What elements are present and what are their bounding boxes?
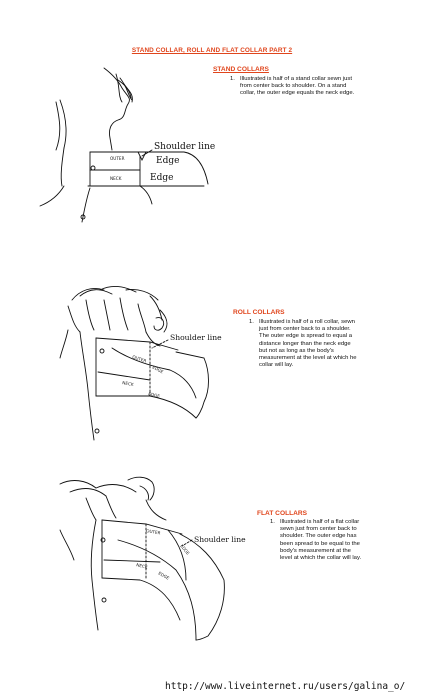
roll-outer-label: OUTER bbox=[131, 354, 148, 364]
stand-outer-label: OUTER bbox=[110, 156, 125, 161]
roll-note-line: but not as long as the body's bbox=[259, 347, 334, 354]
flat-note-line: shoulder. The outer edge has bbox=[280, 533, 357, 540]
stand-note-line: collar, the outer edge equals the neck edge. bbox=[240, 90, 355, 97]
flat-note-line: sewn just from center back to bbox=[280, 526, 357, 533]
flat-note-line: body's measurement at the bbox=[280, 547, 351, 554]
roll-note-line: collar will lay. bbox=[259, 362, 294, 369]
stand-neck-label: NECK bbox=[110, 176, 122, 181]
roll-edge2-label: EDGE bbox=[147, 391, 161, 399]
flat-edge2-label: EDGE bbox=[157, 570, 171, 581]
stand-collars-note bbox=[230, 76, 416, 98]
flat-collars-note bbox=[270, 519, 420, 562]
source-url: http://www.liveinternet.ru/users/galina_o/ bbox=[165, 681, 406, 692]
roll-note-line: Illustrated is half of a roll collar, sewn bbox=[259, 319, 355, 325]
stand-note-line: from center back to shoulder. On a stand bbox=[240, 83, 347, 90]
flat-note-line: Illustrated is half of a flat collar bbox=[280, 519, 360, 525]
flat-note-number: 1. bbox=[270, 519, 275, 525]
flat-neck-label: NECK bbox=[135, 562, 149, 570]
stand-edge-top-label: Edge bbox=[156, 156, 180, 166]
roll-collars-note bbox=[249, 319, 419, 369]
roll-neck-label: NECK bbox=[121, 380, 134, 387]
flat-note-line: been spread to be equal to the bbox=[280, 540, 360, 547]
flat-edge-label: EDGE bbox=[179, 543, 191, 556]
stand-shoulder-label: Shoulder line bbox=[154, 142, 216, 152]
flat-shoulder-label: Shoulder line bbox=[194, 535, 246, 544]
roll-collars-heading: ROLL COLLARS bbox=[233, 309, 285, 316]
stand-note-number: 1. bbox=[230, 76, 235, 82]
roll-note-line: The outer edge is spread to equal a bbox=[259, 333, 353, 340]
flat-note-line: level at which the collar will lay. bbox=[280, 555, 362, 562]
stand-note-line: Illustrated is half of a stand collar sewn just bbox=[240, 76, 352, 82]
flat-outer-label: OUTER bbox=[145, 528, 161, 536]
roll-note-line: measurement at the level at which he bbox=[259, 355, 357, 362]
roll-note-line: distance longer than the neck edge bbox=[259, 340, 351, 347]
page-title: STAND COLLAR, ROLL AND FLAT COLLAR PART 2 bbox=[131, 47, 293, 54]
flat-collars-heading: FLAT COLLARS bbox=[257, 510, 308, 517]
roll-note-number: 1. bbox=[249, 319, 254, 325]
stand-collars-heading: STAND COLLARS bbox=[213, 66, 269, 73]
roll-note-line: just from center back to a shoulder. bbox=[259, 326, 351, 333]
stand-edge-bottom-label: Edge bbox=[150, 173, 174, 183]
roll-shoulder-label: Shoulder line bbox=[170, 333, 222, 342]
roll-edge-label: EDGE bbox=[151, 364, 165, 375]
